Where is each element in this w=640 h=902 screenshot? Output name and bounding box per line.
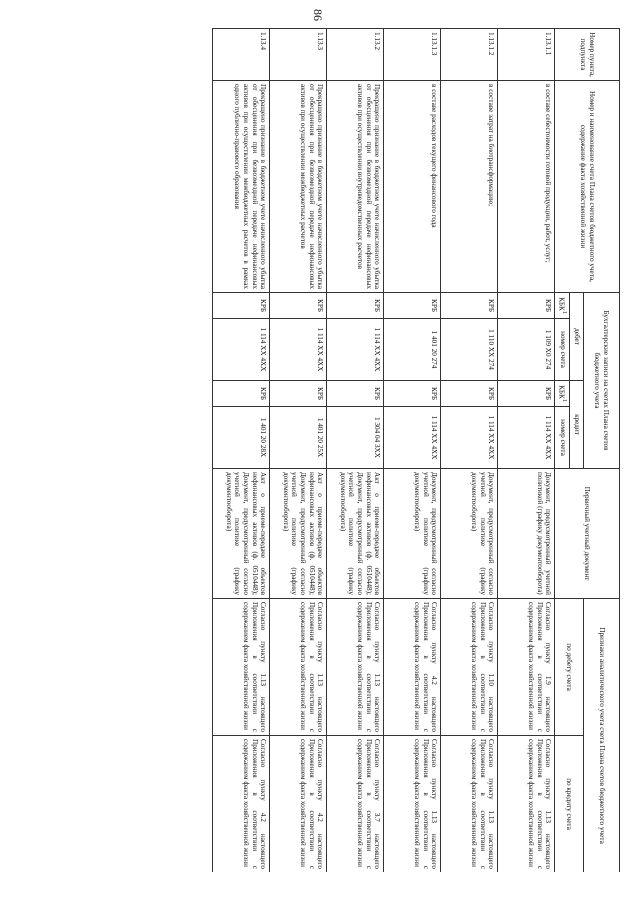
header-entries: Бухгалтерские записи на счетах Плана счетов бюджетного учета: [584, 293, 620, 469]
row-credit-account: 1 304 04 3XX: [327, 407, 384, 469]
row-kbk-credit: КРБ: [498, 381, 555, 407]
row-debit-account: 1 109 X0 274: [498, 319, 555, 381]
row-number: 1.13.3: [270, 29, 327, 81]
row-kbk-debit: КРБ: [441, 293, 498, 319]
row-kbk-debit: КРБ: [384, 293, 441, 319]
row-kbk-debit: КРБ: [498, 293, 555, 319]
table-row: [384, 29, 441, 873]
row-analytics-credit: Согласно пункту 3.7 настоящего Приложения в соответствии с содержанием факта хозяйственной жизни: [327, 736, 384, 873]
row-debit-account: 1 114 XX 4XX: [213, 319, 270, 381]
row-content: Прекращено признание в бюджетном учете начисленного убытка от обесценения при безвозмездной передаче нефинансовых активов при осуществлении межбюджетных расчетов в рамках одного публично-правового образования: [213, 81, 270, 293]
row-analytics-credit: Согласно пункту 4.2 настоящего Приложения в соответствии с содержанием факта хозяйственной жизни: [213, 736, 270, 873]
header-document: Первичный учетный документ: [555, 469, 620, 599]
row-kbk-credit: КРБ: [270, 381, 327, 407]
row-number: 1.13.2: [327, 29, 384, 81]
row-analytics-credit: Согласно пункту 1.13 настоящего Приложения в соответствии с содержанием факта хозяйственной жизни: [498, 736, 555, 873]
table-row: [213, 29, 270, 873]
row-kbk-credit: КРБ: [213, 381, 270, 407]
row-analytics-credit: Согласно пункту 1.13 настоящего Приложения в соответствии с содержанием факта хозяйственной жизни: [441, 736, 498, 873]
row-content: Прекращено признание в бюджетном учете начисленного убытка от обесценения при безвозмездной передаче нефинансовых активов при осуществлении межбюджетных расчетов: [270, 81, 327, 293]
table-container: [20, 28, 620, 872]
row-credit-account: 1 114 XX 4XX: [384, 407, 441, 469]
header-account-number-credit: номер счета: [555, 407, 570, 469]
row-document: Акт о приеме-передаче объектов нефинансовых активов (ф. 0510448); Документ, предусмотренный согласно учетной политике (графику документооборота): [270, 469, 327, 599]
table-row: [441, 29, 498, 873]
row-credit-account: 1 401 20 25X: [270, 407, 327, 469]
row-kbk-debit: КРБ: [270, 293, 327, 319]
page-number: 86: [311, 9, 325, 21]
table-row: [270, 29, 327, 873]
row-kbk-debit: КРБ: [327, 293, 384, 319]
header-item-number: Номер пункта, подпункта: [555, 29, 620, 81]
row-credit-account: 1 401 20 28X: [213, 407, 270, 469]
header-kbk-debit: КБК$^1$: [555, 293, 570, 319]
rotated-page: [20, 28, 620, 872]
row-document: Акт о приеме-передаче объектов нефинансовых активов (ф. 0510448); Документ, предусмотренный согласно учетной политике (графику документооборота): [327, 469, 384, 599]
row-content: в составе затрат на биотрансформацию;: [441, 81, 498, 293]
row-debit-account: 1 110 XX 274: [441, 319, 498, 381]
row-content: в составе себестоимости готовой продукции, работ, услуг;: [498, 81, 555, 293]
header-by-debit: по дебету счета: [555, 599, 584, 736]
row-document: Акт о приеме-передаче объектов нефинансовых активов (ф. 0510448); Документ, предусмотренный согласно учетной политике (графику документооборота): [213, 469, 270, 599]
header-analytics: Признаки аналитического учета счета Плана счетов бюджетного учета: [584, 599, 620, 873]
row-document: Документ, предусмотренный согласно учетной политике (графику документооборота): [441, 469, 498, 599]
accounting-table: [212, 28, 620, 872]
row-analytics-debit: Согласно пункту 1.13 настоящего Приложения в соответствии с содержанием факта хозяйственной жизни: [270, 599, 327, 736]
row-content: Прекращено признание в бюджетном учете начисленного убытка от обесценения при безвозмездной передаче нефинансовых активов при осуществлении внутриведомственных расчетов: [327, 81, 384, 293]
row-debit-account: 1 114 XX 4XX: [327, 319, 384, 381]
header-account-name: Номер и наименование счета Плана счетов бюджетного учета, содержание факта хозяйственной жизни: [555, 81, 620, 293]
row-number: 1.13.1.1: [498, 29, 555, 81]
row-analytics-debit: Согласно пункту 1.9 настоящего Приложения в соответствии с содержанием факта хозяйственной жизни: [498, 599, 555, 736]
row-number: 1.13.4: [213, 29, 270, 81]
row-kbk-debit: КРБ: [213, 293, 270, 319]
row-credit-account: 1 114 XX 4XX: [498, 407, 555, 469]
header-credit: кредит: [570, 381, 584, 469]
row-analytics-debit: Согласно пункту 1.13 настоящего Приложения в соответствии с содержанием факта хозяйственной жизни: [213, 599, 270, 736]
row-debit-account: 1 401 20 274: [384, 319, 441, 381]
row-credit-account: 1 114 XX 4XX: [441, 407, 498, 469]
row-content: в составе расходов текущего финансового года: [384, 81, 441, 293]
row-kbk-credit: КРБ: [384, 381, 441, 407]
row-debit-account: 1 114 XX 4XX: [270, 319, 327, 381]
header-debit: дебет: [570, 293, 584, 381]
row-analytics-debit: Согласно пункту 1.13 настоящего Приложения в соответствии с содержанием факта хозяйственной жизни: [327, 599, 384, 736]
row-number: 1.13.1.3: [384, 29, 441, 81]
header-by-credit: по кредиту счета: [555, 736, 584, 873]
header-kbk-credit: КБК$^1$: [555, 381, 570, 407]
row-kbk-credit: КРБ: [441, 381, 498, 407]
row-analytics-debit: Согласно пункту 4.2 настоящего Приложения в соответствии с содержанием факта хозяйственной жизни: [384, 599, 441, 736]
row-document: Документ, предусмотренный согласно учетной политике (графику документооборота): [384, 469, 441, 599]
row-analytics-credit: Согласно пункту 4.2 настоящего Приложения в соответствии с содержанием факта хозяйственной жизни: [270, 736, 327, 873]
row-document: Документ, предусмотренный учетной политикой (графику документооборота): [498, 469, 555, 599]
row-analytics-debit: Согласно пункту 1.10 настоящего Приложения в соответствии с содержанием факта хозяйственной жизни: [441, 599, 498, 736]
row-number: 1.13.1.2: [441, 29, 498, 81]
row-analytics-credit: Согласно пункту 1.13 настоящего Приложения в соответствии с содержанием факта хозяйственной жизни: [384, 736, 441, 873]
row-kbk-credit: КРБ: [327, 381, 384, 407]
table-row: [498, 29, 555, 873]
header-account-number-debit: номер счета: [555, 319, 570, 381]
table-row: [327, 29, 384, 873]
